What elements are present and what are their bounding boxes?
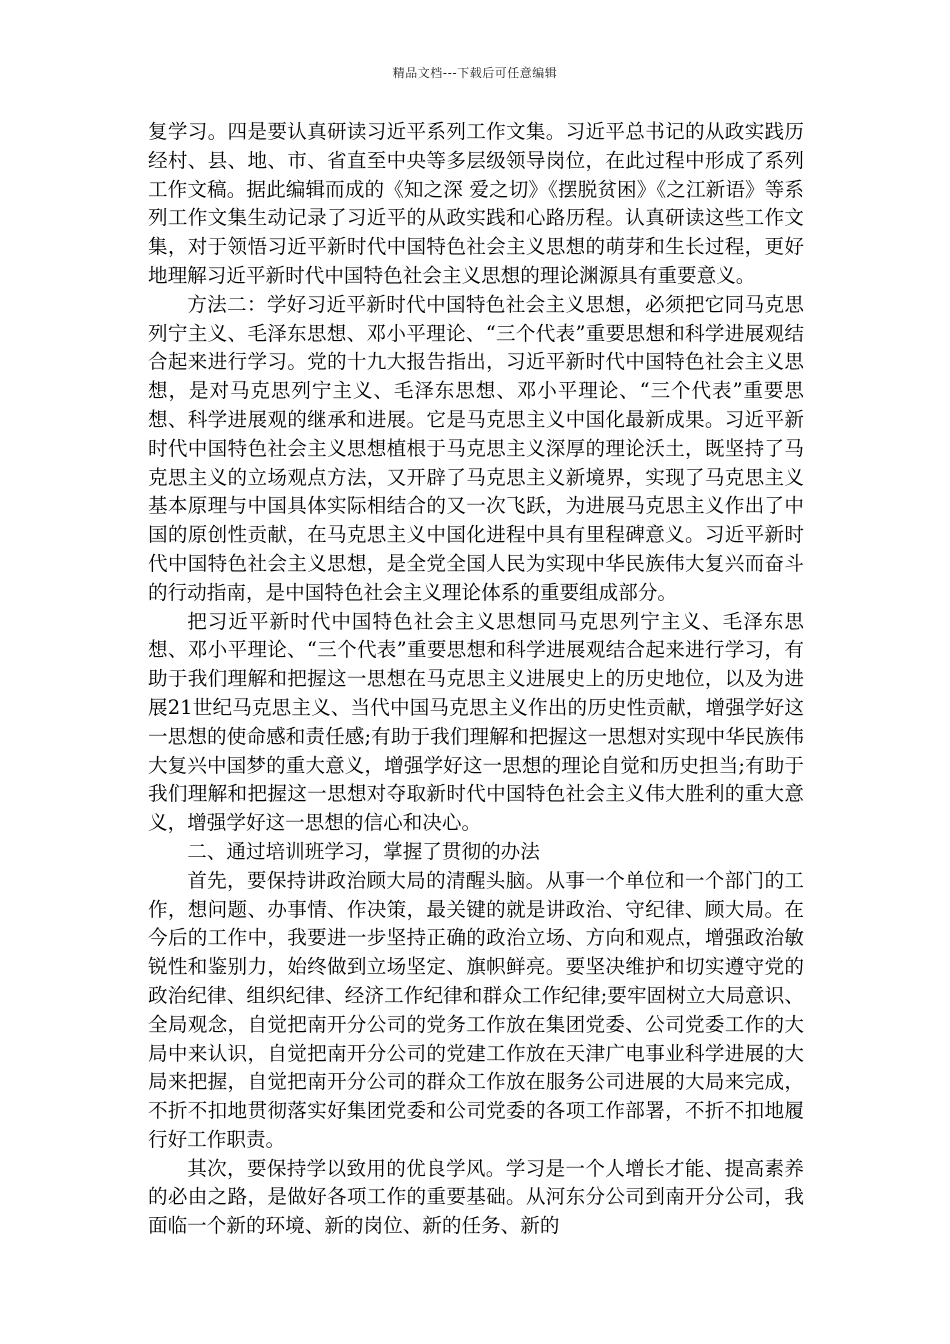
- page-header: 精品文档---下载后可任意编辑: [392, 66, 558, 80]
- paragraph: 复学习。四是要认真研读习近平系列工作文集。习近平总书记的从政实践历经村、县、地、市、省直至中央等多层级领导岗位，在此过程中形成了系列工作文稿。据此编辑而成的《知之深 爱之切》《摆脱贫困》《之江新语》等系列工作文集生动记录了习近平的从政实践和心路历程。认真研读这些工作文集，对于领悟习近平新时代中国特色社会主义思想的萌芽和生长过程，更好地理解习近平新时代中国特色社会主义思想的理论渊源具有重要意义。: [148, 120, 804, 287]
- document-body: [148, 118, 804, 1241]
- paragraph: 方法二：学好习近平新时代中国特色社会主义思想，必须把它同马克思列宁主义、毛泽东思想、邓小平理论、“三个代表”重要思想和科学进展观结合起来进行学习。党的十九大报告指出，习近平新时代中国特色社会主义思想，是对马克思列宁主义、毛泽东思想、邓小平理论、“三个代表”重要思想、科学进展观的继承和进展。它是马克思主义中国化最新成果。习近平新时代中国特色社会主义思想植根于马克思主义深厚的理论沃土，既坚持了马克思主义的立场观点方法，又开辟了马克思主义新境界，实现了马克思主义基本原理与中国具体实际相结合的又一次飞跃，为进展马克思主义作出了中国的原创性贡献，在马克思主义中国化进程中具有里程碑意义。习近平新时代中国特色社会主义思想，是全党全国人民为实现中华民族伟大复兴而奋斗的行动指南，是中国特色社会主义理论体系的重要组成部分。: [148, 292, 804, 604]
- paragraph: 把习近平新时代中国特色社会主义思想同马克思列宁主义、毛泽东思想、邓小平理论、“三个代表”重要思想和科学进展观结合起来进行学习，有助于我们理解和把握这一思想在马克思主义进展史上的历史地位，以及为进展21世纪马克思主义、当代中国马克思主义作出的历史性贡献，增强学好这一思想的使命感和责任感;有助于我们理解和把握这一思想对实现中华民族伟大复兴中国梦的重大意义，增强学好这一思想的理论自觉和历史担当;有助于我们理解和把握这一思想对夺取新时代中国特色社会主义伟大胜利的重大意义，增强学好这一思想的信心和决心。: [148, 609, 804, 835]
- section-heading: 二、通过培训班学习，掌握了贯彻的办法: [187, 839, 540, 863]
- paragraph: 首先，要保持讲政治顾大局的清醒头脑。从事一个单位和一个部门的工作，想问题、办事情、作决策，最关键的就是讲政治、守纪律、顾大局。在今后的工作中，我要进一步坚持正确的政治立场、方向和观点，增强政治敏锐性和鉴别力，始终做到立场坚定、旗帜鲜亮。要坚决维护和切实遵守党的政治纪律、组织纪律、经济工作纪律和群众工作纪律;要牢固树立大局意识、全局观念，自觉把南开分公司的党务工作放在集团党委、公司党委工作的大局中来认识，自觉把南开分公司的党建工作放在天津广电事业科学进展的大局来把握，自觉把南开分公司的群众工作放在服务公司进展的大局来完成，不折不扣地贯彻落实好集团党委和公司党委的各项工作部署，不折不扣地履行好工作职责。: [148, 868, 804, 1151]
- paragraph: 其次，要保持学以致用的优良学风。学习是一个人增长才能、提高素养的必由之路，是做好各项工作的重要基础。从河东分公司到南开分公司，我面临一个新的环境、新的岗位、新的任务、新的: [148, 1156, 804, 1238]
